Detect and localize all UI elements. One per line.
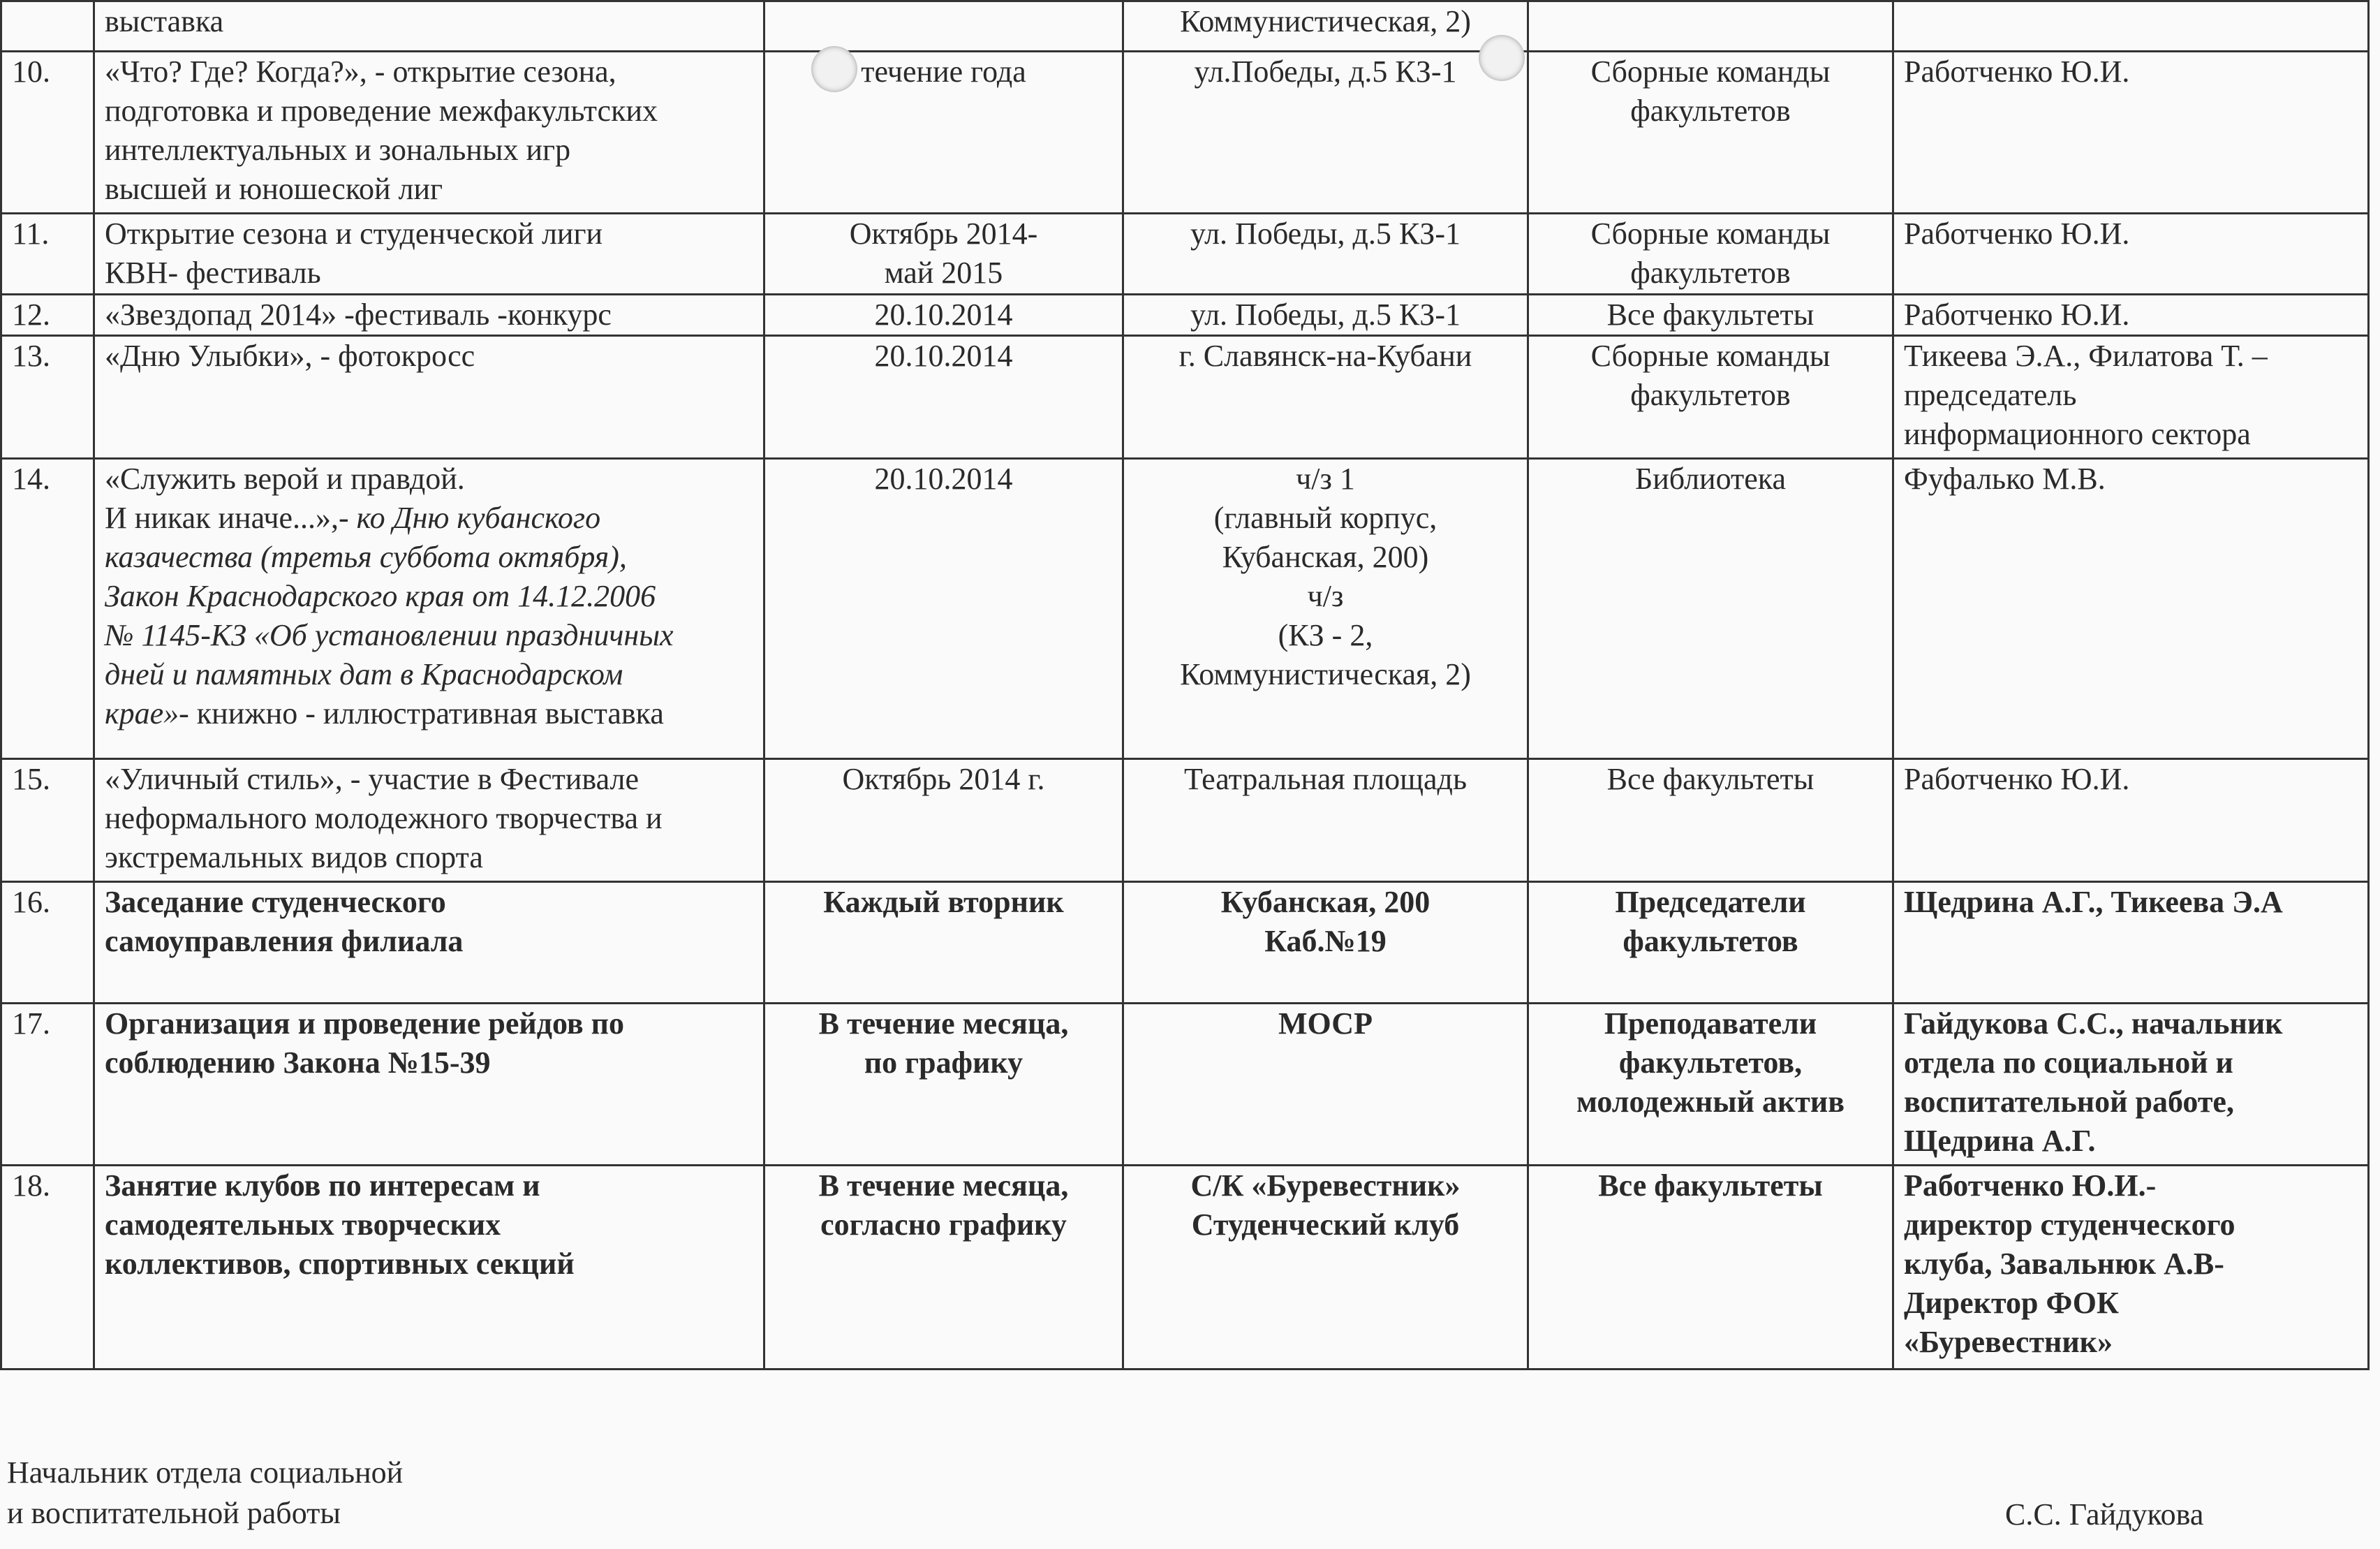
place-cell: г. Славянск-на-Кубани xyxy=(1123,336,1528,459)
participants-cell: Все факультеты xyxy=(1528,759,1893,882)
table-row xyxy=(1,1,2369,52)
position-line: и воспитательной работы xyxy=(7,1496,341,1530)
participants-cell xyxy=(1528,1,1893,52)
table-row xyxy=(1,336,2369,459)
participants-cell: Преподаватели факультетов, молодежный актив xyxy=(1528,1004,1893,1166)
responsible-cell: Работченко Ю.И. xyxy=(1893,759,2369,882)
responsible-cell: Работченко Ю.И.- директор студенческого клуба, Завальнюк А.В- Директор ФОК «Буревестник» xyxy=(1893,1166,2369,1370)
date-cell: течение года xyxy=(764,52,1123,214)
table-row xyxy=(1,1166,2369,1370)
place-cell: ул. Победы, д.5 КЗ-1 xyxy=(1123,295,1528,336)
responsible-cell: Щедрина А.Г., Тикеева Э.А xyxy=(1893,882,2369,1004)
signature-name: С.С. Гайдукова xyxy=(2005,1497,2204,1532)
place-cell: ч/з 1 (главный корпус, Кубанская, 200) ч/з (КЗ - 2, Коммунистическая, 2) xyxy=(1123,459,1528,759)
row-number: 17. xyxy=(1,1004,94,1166)
place-cell: Кубанская, 200 Каб.№19 xyxy=(1123,882,1528,1004)
responsible-cell: Работченко Ю.И. xyxy=(1893,214,2369,295)
event-cell: выставка xyxy=(94,1,764,52)
date-cell: Каждый вторник xyxy=(764,882,1123,1004)
signature-position xyxy=(7,1453,403,1534)
responsible-cell xyxy=(1893,1,2369,52)
place-cell: Коммунистическая, 2) xyxy=(1123,1,1528,52)
event-cell: «Уличный стиль», - участие в Фестивале неформального молодежного творчества и экстремальных видов спорта xyxy=(94,759,764,882)
event-cell: Открытие сезона и студенческой лиги КВН- фестиваль xyxy=(94,214,764,295)
date-cell: 20.10.2014 xyxy=(764,459,1123,759)
event-cell: «Что? Где? Когда?», - открытие сезона, подготовка и проведение межфакультских интеллектуальных и зональных игр высшей и юношеской лиг xyxy=(94,52,764,214)
place-cell: С/К «Буревестник» Студенческий клуб xyxy=(1123,1166,1528,1370)
table-row xyxy=(1,52,2369,214)
date-cell xyxy=(764,1,1123,52)
row-number: 13. xyxy=(1,336,94,459)
table-row xyxy=(1,459,2369,759)
place-cell: ул. Победы, д.5 КЗ-1 xyxy=(1123,214,1528,295)
responsible-cell: Работченко Ю.И. xyxy=(1893,52,2369,214)
participants-cell: Сборные команды факультетов xyxy=(1528,52,1893,214)
table-row xyxy=(1,295,2369,336)
position-line: Начальник отдела социальной xyxy=(7,1455,404,1490)
row-number: 16. xyxy=(1,882,94,1004)
participants-cell: Сборные команды факультетов xyxy=(1528,214,1893,295)
row-number: 14. xyxy=(1,459,94,759)
table-row xyxy=(1,214,2369,295)
event-cell: «Служить верой и правдой. И никак иначе...»,- ко Дню кубанского казачества (третья суббота октября), Закон Краснодарского края от 14.12.2006 № 1145-КЗ «Об установлении праздничных дней и памятных дат в Краснодарском крае»- книжно - иллюстративная выставка xyxy=(94,459,764,759)
event-cell: Занятие клубов по интересам и самодеятельных творческих коллективов, спортивных секций xyxy=(94,1166,764,1370)
row-number: 11. xyxy=(1,214,94,295)
row-number: 10. xyxy=(1,52,94,214)
place-cell: ул.Победы, д.5 КЗ-1 xyxy=(1123,52,1528,214)
responsible-cell: Работченко Ю.И. xyxy=(1893,295,2369,336)
date-cell: В течение месяца, по графику xyxy=(764,1004,1123,1166)
event-cell: «Дню Улыбки», - фотокросс xyxy=(94,336,764,459)
table-row xyxy=(1,882,2369,1004)
participants-cell: Все факультеты xyxy=(1528,1166,1893,1370)
participants-cell: Председатели факультетов xyxy=(1528,882,1893,1004)
event-cell: Заседание студенческого самоуправления филиала xyxy=(94,882,764,1004)
row-number xyxy=(1,1,94,52)
punch-hole-mark xyxy=(811,46,857,92)
event-cell: Организация и проведение рейдов по соблюдению Закона №15-39 xyxy=(94,1004,764,1166)
date-cell: Октябрь 2014- май 2015 xyxy=(764,214,1123,295)
date-cell: Октябрь 2014 г. xyxy=(764,759,1123,882)
place-cell: МОСР xyxy=(1123,1004,1528,1166)
date-cell: 20.10.2014 xyxy=(764,295,1123,336)
date-cell: В течение месяца, согласно графику xyxy=(764,1166,1123,1370)
responsible-cell: Тикеева Э.А., Филатова Т. – председатель информационного сектора xyxy=(1893,336,2369,459)
row-number: 18. xyxy=(1,1166,94,1370)
responsible-cell: Фуфалько М.В. xyxy=(1893,459,2369,759)
place-cell: Театральная площадь xyxy=(1123,759,1528,882)
table-row xyxy=(1,759,2369,882)
date-cell: 20.10.2014 xyxy=(764,336,1123,459)
participants-cell: Все факультеты xyxy=(1528,295,1893,336)
row-number: 12. xyxy=(1,295,94,336)
participants-cell: Библиотека xyxy=(1528,459,1893,759)
punch-hole-mark xyxy=(1479,35,1525,81)
participants-cell: Сборные команды факультетов xyxy=(1528,336,1893,459)
responsible-cell: Гайдукова С.С., начальник отдела по социальной и воспитательной работе, Щедрина А.Г. xyxy=(1893,1004,2369,1166)
table-row xyxy=(1,1004,2369,1166)
event-cell: «Звездопад 2014» -фестиваль -конкурс xyxy=(94,295,764,336)
row-number: 15. xyxy=(1,759,94,882)
